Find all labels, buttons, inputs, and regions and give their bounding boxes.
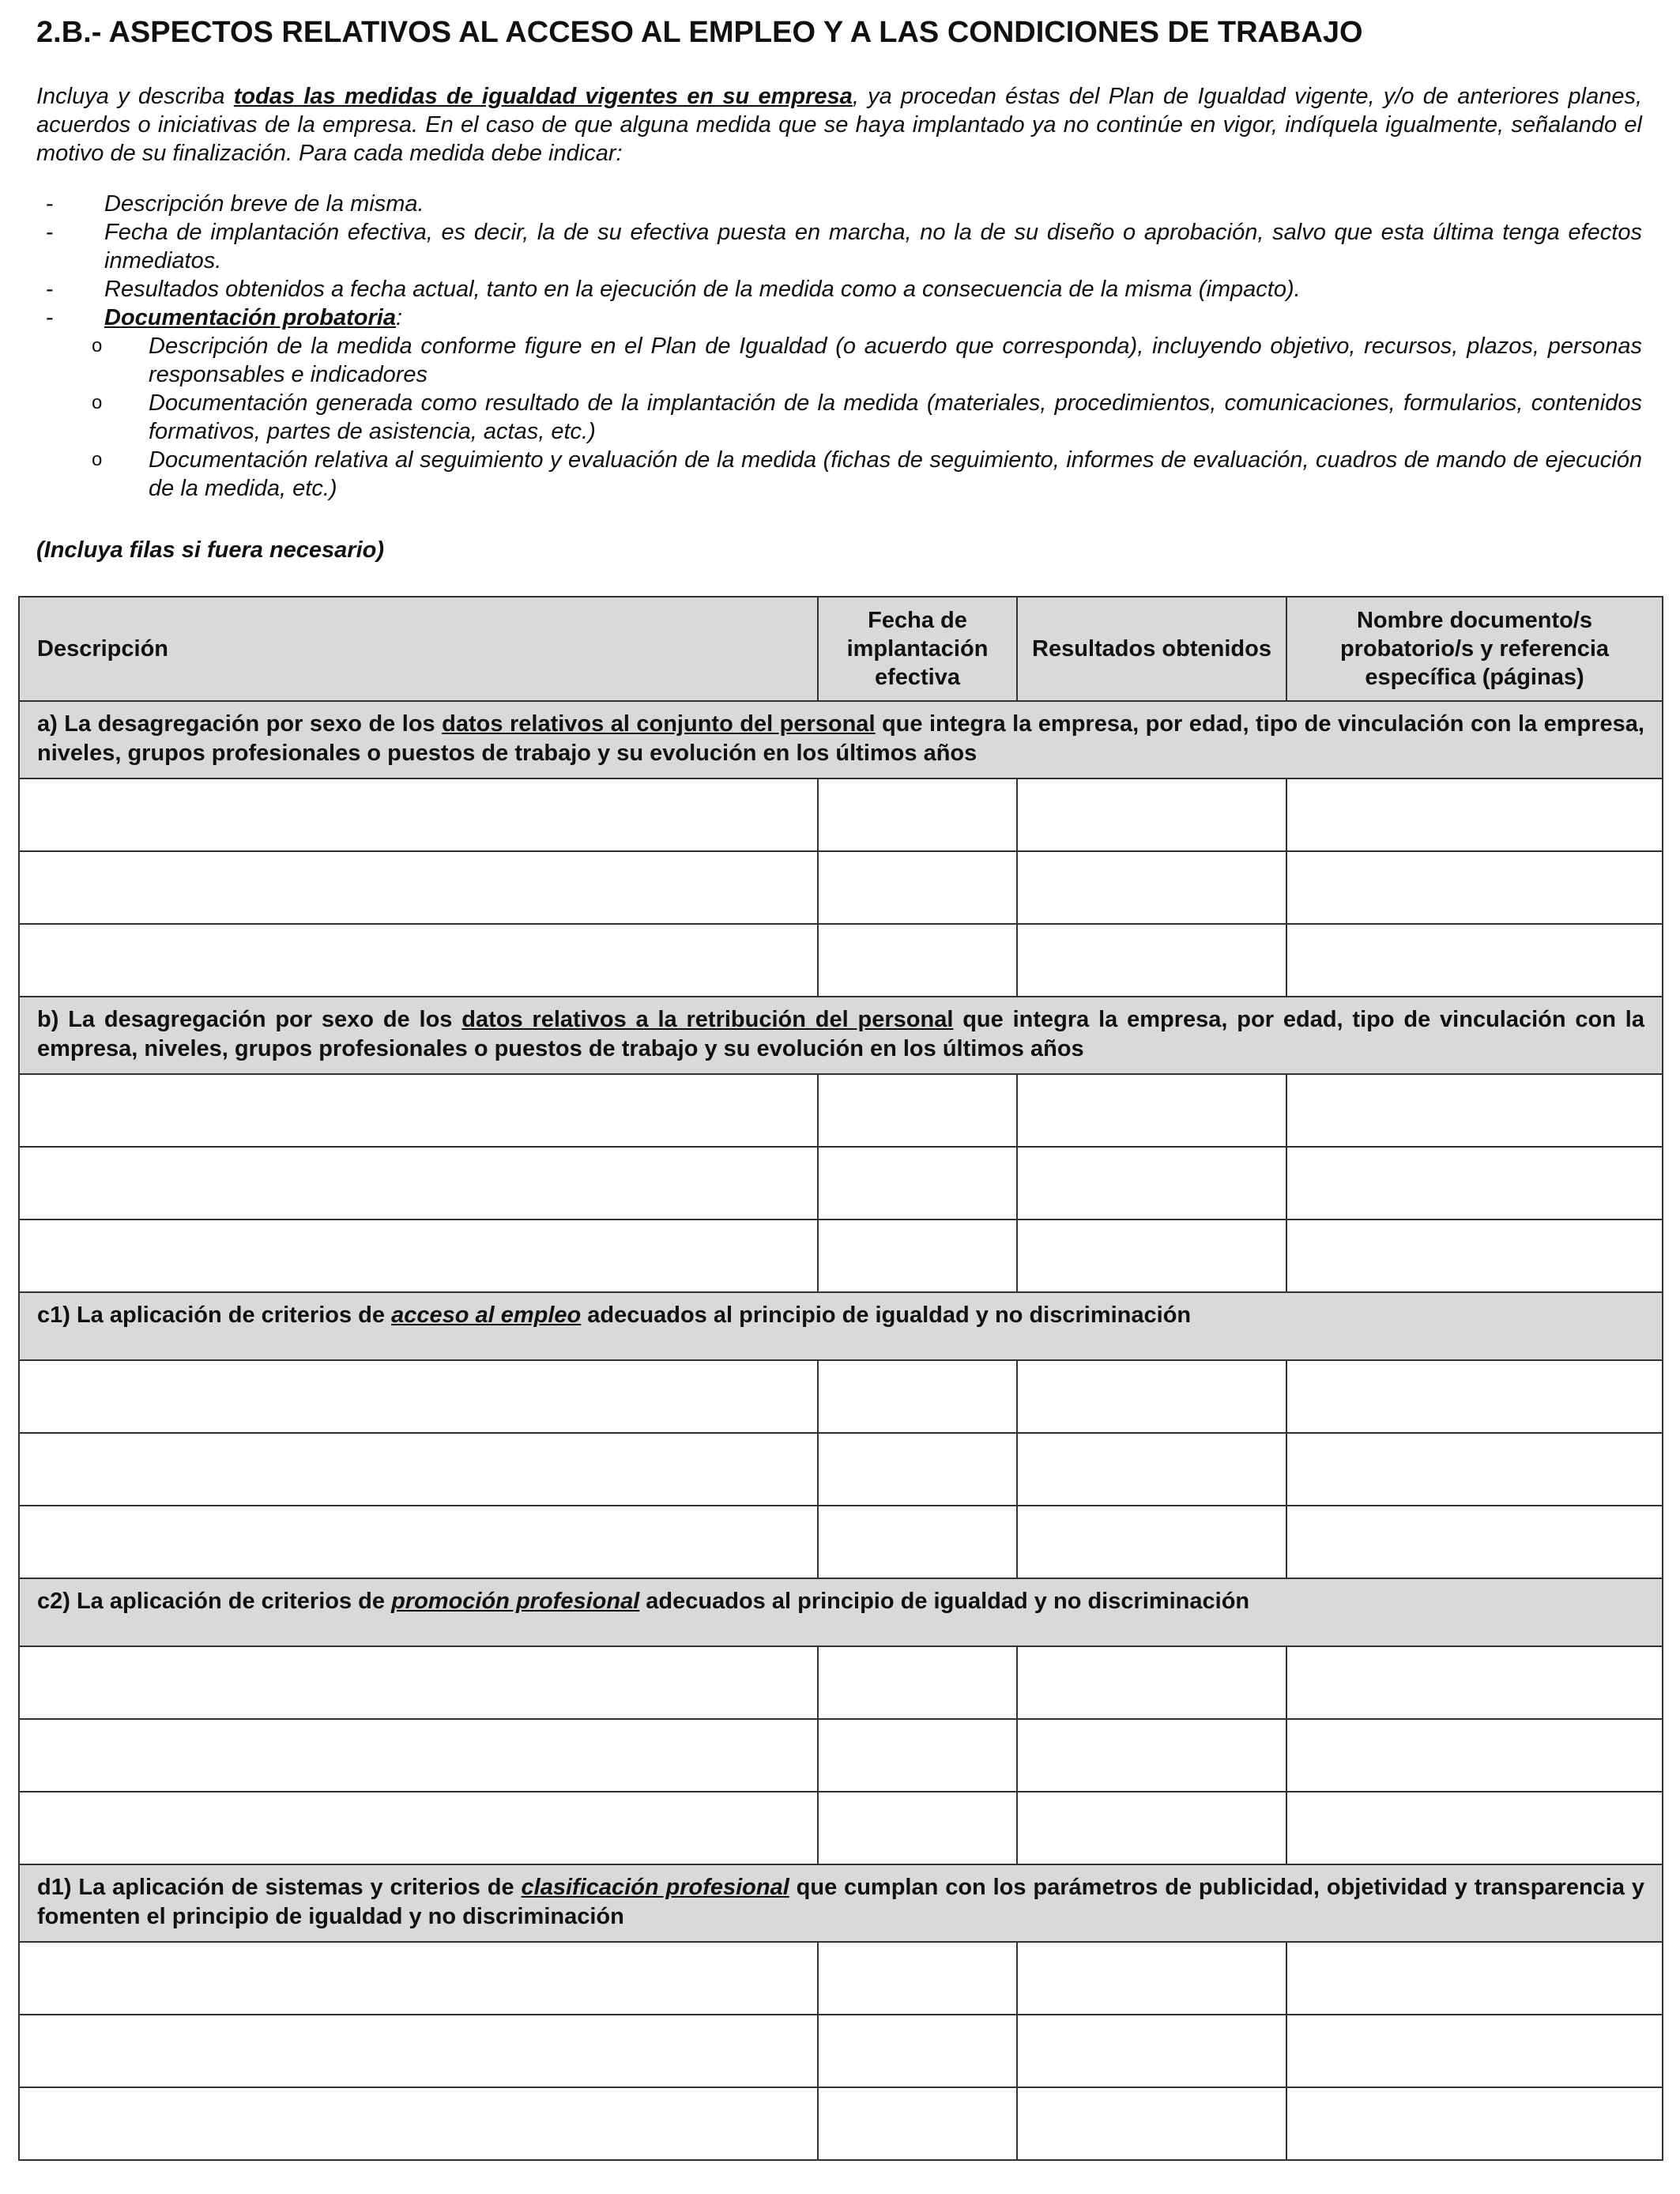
cell-resultados[interactable] <box>1017 1719 1286 1792</box>
sub-list-item-text: Descripción de la medida conforme figure en el Plan de Igualdad (o acuerdo que corresponda), incluyendo objetivo, recursos, plazos, personas responsables e indicadores <box>149 334 1642 387</box>
cell-fecha[interactable] <box>818 1147 1017 1220</box>
cell-descripcion[interactable] <box>19 1360 818 1433</box>
table-row <box>19 1360 1663 1433</box>
section-header-a <box>19 701 1663 778</box>
cell-resultados[interactable] <box>1017 1360 1286 1433</box>
dash-marker: - <box>46 220 54 245</box>
cell-descripcion[interactable] <box>19 1147 818 1220</box>
cell-descripcion[interactable] <box>19 1646 818 1719</box>
table-header-row <box>19 597 1663 701</box>
section-text: c1) La aplicación de criterios de <box>37 1302 392 1328</box>
section-header-c1 <box>19 1292 1663 1360</box>
cell-nombre-documento[interactable] <box>1286 1506 1663 1578</box>
list-item-text: Resultados obtenidos a fecha actual, tanto en la ejecución de la medida como a consecuencia de la misma (impacto). <box>104 277 1301 302</box>
section-text: adecuados al principio de igualdad y no discriminación <box>581 1302 1192 1328</box>
section-header-c2 <box>19 1578 1663 1646</box>
section-text: d1) La aplicación de sistemas y criterios de <box>37 1875 522 1900</box>
section-key: datos relativos a la retribución del personal <box>461 1007 954 1032</box>
cell-nombre-documento[interactable] <box>1286 1147 1663 1220</box>
table-row <box>19 1719 1663 1792</box>
section-row-c2 <box>19 1578 1663 1646</box>
header-descripcion: Descripción <box>19 597 818 701</box>
cell-fecha[interactable] <box>818 851 1017 924</box>
cell-descripcion[interactable] <box>19 2015 818 2087</box>
cell-descripcion[interactable] <box>19 778 818 851</box>
section-key: acceso al empleo <box>391 1302 582 1328</box>
cell-nombre-documento[interactable] <box>1286 2015 1663 2087</box>
page-title: 2.B.- ASPECTOS RELATIVOS AL ACCESO AL EMPLEO Y A LAS CONDICIONES DE TRABAJO <box>36 16 1363 49</box>
section-text: b) La desagregación por sexo de los <box>37 1007 462 1032</box>
cell-descripcion[interactable] <box>19 1074 818 1147</box>
sub-list-item <box>36 332 1642 389</box>
cell-descripcion[interactable] <box>19 1792 818 1864</box>
header-nombre-documento: Nombre documento/s probatorio/s y referencia específica (páginas) <box>1286 597 1663 701</box>
cell-descripcion[interactable] <box>19 1506 818 1578</box>
circle-bullet-icon: o <box>92 449 103 470</box>
section-header-d1 <box>19 1864 1663 1942</box>
cell-nombre-documento[interactable] <box>1286 1719 1663 1792</box>
section-row-c1 <box>19 1292 1663 1360</box>
section-text: adecuados al principio de igualdad y no discriminación <box>639 1589 1250 1614</box>
cell-fecha[interactable] <box>818 1942 1017 2015</box>
cell-descripcion[interactable] <box>19 2087 818 2160</box>
cell-descripcion[interactable] <box>19 851 818 924</box>
cell-resultados[interactable] <box>1017 924 1286 997</box>
table-row <box>19 778 1663 851</box>
section-header-b <box>19 997 1663 1074</box>
cell-descripcion[interactable] <box>19 1719 818 1792</box>
cell-nombre-documento[interactable] <box>1286 1792 1663 1864</box>
measures-table <box>18 596 1663 2161</box>
table-row <box>19 2015 1663 2087</box>
dash-marker: - <box>46 191 54 217</box>
sub-list-item <box>36 389 1642 446</box>
cell-descripcion[interactable] <box>19 924 818 997</box>
intro-paragraph <box>36 82 1642 168</box>
cell-descripcion[interactable] <box>19 1942 818 2015</box>
cell-resultados[interactable] <box>1017 1942 1286 2015</box>
section-text: que integra la empresa, por edad, tipo de vinculación con la empresa, niveles, grupos profesionales o puestos de trabajo y su evolución en los últimos años <box>37 711 1644 766</box>
sub-list-item-text: Documentación relativa al seguimiento y evaluación de la medida (fichas de seguimiento, informes de evaluación, cuadros de mando de ejecución de la medida, etc.) <box>149 447 1642 501</box>
section-row-b <box>19 997 1663 1074</box>
cell-resultados[interactable] <box>1017 778 1286 851</box>
intro-part2: , ya procedan éstas del Plan de Igualdad vigente, y/o de anteriores planes, acuerdos o iniciativas de la empresa. En el caso de que alguna medida que se haya implantado ya no continúe en vigor, indíquela igualmente, señalando el motivo de su finalización. Para cada medida debe indicar: <box>36 84 1643 166</box>
cell-nombre-documento[interactable] <box>1286 2087 1663 2160</box>
table-row <box>19 2087 1663 2160</box>
cell-fecha[interactable] <box>818 1646 1017 1719</box>
cell-nombre-documento[interactable] <box>1286 1646 1663 1719</box>
list-item-text: : <box>396 305 403 330</box>
cell-nombre-documento[interactable] <box>1286 1942 1663 2015</box>
table-row <box>19 1942 1663 2015</box>
cell-nombre-documento[interactable] <box>1286 924 1663 997</box>
cell-resultados[interactable] <box>1017 1646 1286 1719</box>
cell-fecha[interactable] <box>818 2087 1017 2160</box>
list-item <box>36 218 1642 275</box>
section-text: a) La desagregación por sexo de los <box>37 711 443 737</box>
cell-fecha[interactable] <box>818 924 1017 997</box>
table-row <box>19 1220 1663 1292</box>
header-fecha: Fecha de implantación efectiva <box>818 597 1017 701</box>
table-row <box>19 1506 1663 1578</box>
cell-resultados[interactable] <box>1017 1147 1286 1220</box>
section-row-a <box>19 701 1663 778</box>
list-item <box>36 275 1642 303</box>
cell-fecha[interactable] <box>818 1719 1017 1792</box>
list-item-text: Fecha de implantación efectiva, es decir, la de su efectiva puesta en marcha, no la de su diseño o aprobación, salvo que esta última tenga efectos inmediatos. <box>104 220 1642 273</box>
cell-resultados[interactable] <box>1017 2087 1286 2160</box>
section-key: clasificación profesional <box>521 1875 789 1900</box>
section-text: c2) La aplicación de criterios de <box>37 1589 392 1614</box>
table-row <box>19 1646 1663 1719</box>
section-text: que cumplan con los parámetros de publicidad, objetividad y transparencia y fomenten el principio de igualdad y no discriminación <box>37 1875 1644 1929</box>
cell-resultados[interactable] <box>1017 1506 1286 1578</box>
dash-marker: - <box>46 277 54 302</box>
cell-nombre-documento[interactable] <box>1286 1074 1663 1147</box>
section-row-d1 <box>19 1864 1663 1942</box>
cell-nombre-documento[interactable] <box>1286 851 1663 924</box>
section-key: promoción profesional <box>391 1589 640 1614</box>
header-resultados: Resultados obtenidos <box>1017 597 1286 701</box>
cell-resultados[interactable] <box>1017 1792 1286 1864</box>
cell-fecha[interactable] <box>818 1220 1017 1292</box>
list-item-bold: Documentación probatoria <box>104 305 396 330</box>
add-rows-note: (Incluya filas si fuera necesario) <box>36 537 385 563</box>
intro-emphasis: todas las medidas de igualdad vigentes en su empresa <box>233 84 853 109</box>
section-key: datos relativos al conjunto del personal <box>442 711 876 737</box>
dash-marker: - <box>46 305 54 330</box>
table-row <box>19 1433 1663 1506</box>
table-row <box>19 924 1663 997</box>
cell-fecha[interactable] <box>818 1792 1017 1864</box>
cell-nombre-documento[interactable] <box>1286 1433 1663 1506</box>
sub-list-item-text: Documentación generada como resultado de la implantación de la medida (materiales, procedimientos, comunicaciones, formularios, contenidos formativos, partes de asistencia, actas, etc.) <box>149 390 1642 444</box>
table-row <box>19 1792 1663 1864</box>
list-item <box>36 303 1642 332</box>
cell-fecha[interactable] <box>818 1433 1017 1506</box>
list-item <box>36 190 1642 218</box>
circle-bullet-icon: o <box>92 335 103 356</box>
table-row <box>19 1074 1663 1147</box>
sub-list-item <box>36 446 1642 503</box>
table-row <box>19 1147 1663 1220</box>
list-item-text: Descripción breve de la misma. <box>104 191 424 217</box>
cell-nombre-documento[interactable] <box>1286 1220 1663 1292</box>
cell-nombre-documento[interactable] <box>1286 1360 1663 1433</box>
table-row <box>19 851 1663 924</box>
cell-nombre-documento[interactable] <box>1286 778 1663 851</box>
instructions-list <box>36 190 1642 503</box>
circle-bullet-icon: o <box>92 392 103 413</box>
cell-resultados[interactable] <box>1017 1433 1286 1506</box>
cell-fecha[interactable] <box>818 778 1017 851</box>
cell-resultados[interactable] <box>1017 851 1286 924</box>
cell-resultados[interactable] <box>1017 2015 1286 2087</box>
cell-resultados[interactable] <box>1017 1074 1286 1147</box>
cell-descripcion[interactable] <box>19 1433 818 1506</box>
section-text: que integra la empresa, por edad, tipo de vinculación con la empresa, niveles, grupos profesionales o puestos de trabajo y su evolución en los últimos años <box>37 1007 1644 1061</box>
cell-fecha[interactable] <box>818 2015 1017 2087</box>
cell-descripcion[interactable] <box>19 1220 818 1292</box>
cell-resultados[interactable] <box>1017 1220 1286 1292</box>
cell-fecha[interactable] <box>818 1074 1017 1147</box>
intro-part1: Incluya y describa <box>36 84 234 109</box>
cell-fecha[interactable] <box>818 1360 1017 1433</box>
cell-fecha[interactable] <box>818 1506 1017 1578</box>
